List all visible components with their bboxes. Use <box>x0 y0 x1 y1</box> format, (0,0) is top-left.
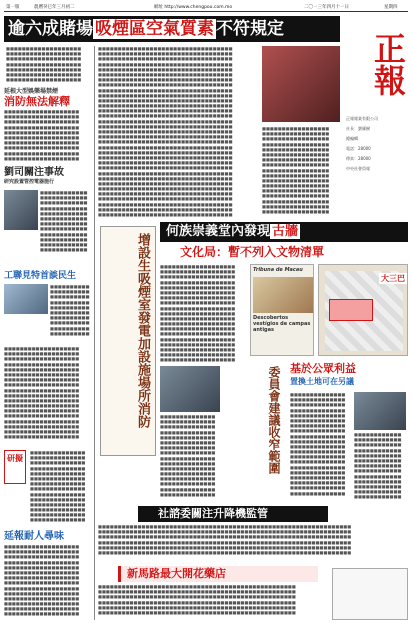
bottom-title: 新馬路最大開花藥店 <box>118 566 318 582</box>
hkt-subtitle: 文化局：暫不列入文物清單 <box>180 245 325 259</box>
lunar-date: 農曆癸巳年三月初二 <box>34 5 75 10</box>
tribuna-masthead: Tribuna de Macau <box>253 267 303 273</box>
work-title: 工聯見特首談民生 <box>4 271 77 281</box>
article-text-center-mid: ■■■■■■■■■■■■■■■■■■■ ■■■■■■■■■■■■■■■■■■■ ■■■■■■■■■■■■■■■■■■■ ■■■■■■■■■■■■■■■■■■■ ■■■■■■■■■■■■■■■■■■■ ■■■■■■■■■■■■■■■■■■■ ■■■■■■■■■■■■■■■■■■■ ■■■■■■■■■■■■■■■■■■■ ■■■■■■■■■■■■■■■■■■■ ■■■■■■■■■■■■■■■■■■■ ■■■■■■■■■■■■■■■■■■■ ■■■■■■■■■■■■■■■■■■■ ■■■■■■■■■■■■■■■■■■■ ■■■■■■■■■■■■■■■■■■■ ■■■■■■■■■■■■■■■■■■■ ■■■■■■■■■■■■■■■■■■■ ■■■■■■■■■■■■■■■■■■■ ■■■■■■■■■■■■■■■■■■■ ■■■■■■■■■■■■■■■■■■■ <box>160 264 236 363</box>
vertical-main-text: 增設生吸煙室發電加設施場所消防 <box>135 233 150 428</box>
hkt-title-bar <box>160 222 408 242</box>
police-sub: 研擬 <box>4 450 26 484</box>
issue-date: 二〇一三年四月十一日 <box>304 5 349 10</box>
hkt-title-a: 何族崇義堂內發現 <box>166 224 271 239</box>
masthead-logo: 正報 <box>369 32 407 96</box>
article-text-left-top: ■■■■■■■■■■■■■■■■■■■ ■■■■■■■■■■■■■■■■■■■ ■■■■■■■■■■■■■■■■■■■ ■■■■■■■■■■■■■■■■■■■ ■■■■■■■■■■■■■■■■■■■ ■■■■■■■■■■■■■■■■■■■ ■■■■■■■■■■■■■■■■■■■ <box>6 46 82 83</box>
casino-photo <box>262 46 340 122</box>
lau-photo <box>4 190 38 230</box>
article-text-center-top: ■■■■■■■■■■■■■■■■■■■■■■■■■■■■■■■■■■ ■■■■■■■■■■■■■■■■■■■■■■■■■■■■■■■■■■ ■■■■■■■■■■■■■■■■■■■■■■■■■■■■■■■■■■ ■■■■■■■■■■■■■■■■■■■■■■■■■■■■■■■■■■ ■■■■■■■■■■■■■■■■■■■■■■■■■■■■■■■■■■ ■■■■■■■■■■■■■■■■■■■■■■■■■■■■■■■■■■ ■■■■■■■■■■■■■■■■■■■■■■■■■■■■■■■■■■ ■■■■■■■■■■■■■■■■■■■■■■■■■■■■■■■■■■ ■■■■■■■■■■■■■■■■■■■■■■■■■■■■■■■■■■ ■■■■■■■■■■■■■■■■■■■■■■■■■■■■■■■■■■ ■■■■■■■■■■■■■■■■■■■■■■■■■■■■■■■■■■ ■■■■■■■■■■■■■■■■■■■■■■■■■■■■■■■■■■ ■■■■■■■■■■■■■■■■■■■■■■■■■■■■■■■■■■ ■■■■■■■■■■■■■■■■■■■■■■■■■■■■■■■■■■ ■■■■■■■■■■■■■■■■■■■■■■■■■■■■■■■■■■ ■■■■■■■■■■■■■■■■■■■■■■■■■■■■■■■■■■ ■■■■■■■■■■■■■■■■■■■■■■■■■■■■■■■■■■ ■■■■■■■■■■■■■■■■■■■■■■■■■■■■■■■■■■ ■■■■■■■■■■■■■■■■■■■■■■■■■■■■■■■■■■ ■■■■■■■■■■■■■■■■■■■■■■■■■■■■■■■■■■ ■■■■■■■■■■■■■■■■■■■■■■■■■■■■■■■■■■ ■■■■■■■■■■■■■■■■■■■■■■■■■■■■■■■■■■ ■■■■■■■■■■■■■■■■■■■■■■■■■■■■■■■■■■ ■■■■■■■■■■■■■■■■■■■■■■■■■■■■■■■■■■ ■■■■■■■■■■■■■■■■■■■■■■■■■■■■■■■■■■ ■■■■■■■■■■■■■■■■■■■■■■■■■■■■■■■■■■ ■■■■■■■■■■■■■■■■■■■■■■■■■■■■■■■■■■ ■■■■■■■■■■■■■■■■■■■■■■■■■■■■■■■■■■ ■■■■■■■■■■■■■■■■■■■■■■■■■■■■■■■■■■ ■■■■■■■■■■■■■■■■■■■■■■■■■■■■■■■■■■ ■■■■■■■■■■■■■■■■■■■■■■■■■■■■■■■■■■ ■■■■■■■■■■■■■■■■■■■■■■■■■■■■■■■■■■ ■■■■■■■■■■■■■■■■■■■■■■■■■■■■■■■■■■ <box>98 46 233 217</box>
lau-subtitle: 研究設置管控電器施行 <box>4 179 55 185</box>
tribuna-photo <box>253 277 313 313</box>
masthead-line-2: 社長：劉耀樹 <box>346 126 370 131</box>
vertical-committee-text: 委員會建議收窄範圍 <box>267 366 281 474</box>
column-divider <box>94 46 95 620</box>
smoking-lounge-title1: 延根大型娛樂場禁煙 <box>4 88 59 95</box>
social-title: 社諮委關注升降機監管 <box>138 506 328 522</box>
main-headline <box>4 16 340 42</box>
map-label-ruins: 大三巴 <box>381 274 405 283</box>
vertical-headline-strip <box>100 226 156 456</box>
masthead-line-6: 中央社會員報 <box>346 166 370 171</box>
hkt-title-b: 古牆 <box>272 224 299 239</box>
tribuna-clipping <box>250 264 314 356</box>
header <box>4 4 408 12</box>
masthead-line-3: 總編輯 <box>346 136 358 141</box>
bottom-ad-box <box>332 568 408 620</box>
public-subtitle: 置換土地可在另議 <box>290 377 354 386</box>
article-social: 社諮委關注升降機監管 ■■■■■■■■■■■■■■■■■■■■■■■■■■■■■■■■■■■■■■■■■■■■■■■■■■■■■■■■■■■■■■■■ ■■■■■■■■■■■■■■■■■■■■■■■■■■■■■■■■■■■■■■■■■■■■■■■■■■■■■■■■■■■■■■■■ ■■■■■■■■■■■■■■■■■■■■■■■■■■■■■■■■■■■■■■■■■■■■■■■■■■■■■■■■■■■■■■■■ ■■■■■■■■■■■■■■■■■■■■■■■■■■■■■■■■■■■■■■■■■■■■■■■■■■■■■■■■■■■■■■■■ ■■■■■■■■■■■■■■■■■■■■■■■■■■■■■■■■■■■■■■■■■■■■■■■■■■■■■■■■■■■■■■■■ ■■■■■■■■■■■■■■■■■■■■■■■■■■■■■■■■■■■■■■■■■■■■■■■■■■■■■■■■■■■■■■■■ <box>98 507 352 555</box>
headline-part1: 逾六成賭場 <box>8 19 93 39</box>
public-title: 基於公眾利益 <box>290 362 356 375</box>
work-photo <box>4 284 48 314</box>
lau-title: 劉司關注事故 <box>4 167 64 178</box>
article-work: 工聯見特首談民生 ■■■■■■■■■■ ■■■■■■■■■■ ■■■■■■■■■■ ■■■■■■■■■■ ■■■■■■■■■■ ■■■■■■■■■■ ■■■■■■■■■■ ■■■■■■■■■■ ■■■■■■■■■■ ■■■■■■■■■■ ■■■■■■■■■■■■■■■■■■■ ■■■■■■■■■■■■■■■■■■■ ■■■■■■■■■■■■■■■■■■■ ■■■■■■■■■■■■■■■■■■■ ■■■■■■■■■■■■■■■■■■■ ■■■■■■■■■■■■■■■■■■■ ■■■■■■■■■■■■■■■■■■■ ■■■■■■■■■■■■■■■■■■■ ■■■■■■■■■■■■■■■■■■■ ■■■■■■■■■■■■■■■■■■■ ■■■■■■■■■■■■■■■■■■■ ■■■■■■■■■■■■■■■■■■■ ■■■■■■■■■■■■■■■■■■■ ■■■■■■■■■■■■■■■■■■■ ■■■■■■■■■■■■■■■■■■■ ■■■■■■■■■■■■■■■■■■■ ■■■■■■■■■■■■■■■■■■■ ■■■■■■■■■■■■■■■■■■■ <box>4 270 92 446</box>
tribuna-desc: Descobertos vestígios de campas antigas <box>253 315 311 333</box>
public-photo <box>354 392 406 430</box>
committee-photo <box>160 366 220 412</box>
article-committee: 委員會建議收窄範圍 ■■■■■■■■■■■■■■ ■■■■■■■■■■■■■■ ■■■■■■■■■■■■■■ ■■■■■■■■■■■■■■ ■■■■■■■■■■■■■■ ■■■■■■■■■■■■■■ ■■■■■■■■■■■■■■ ■■■■■■■■■■■■■■ ■■■■■■■■■■■■■■ ■■■■■■■■■■■■■■ ■■■■■■■■■■■■■■ ■■■■■■■■■■■■■■ ■■■■■■■■■■■■■■ ■■■■■■■■■■■■■■ ■■■■■■■■■■■■■■ ■■■■■■■■■■■■■■ <box>160 366 286 500</box>
headline-part2: 吸煙區空氣質素 <box>95 19 214 39</box>
article-ho-kam-tong <box>160 222 408 262</box>
masthead-line-1: 正報報業有限公司 <box>346 116 378 121</box>
weekday: 星期四 <box>384 5 398 10</box>
article-public-interest: 基於公眾利益 置換土地可在另議 ■■■■■■■■■■■■■■ ■■■■■■■■■■■■■■ ■■■■■■■■■■■■■■ ■■■■■■■■■■■■■■ ■■■■■■■■■■■■■■ ■■■■■■■■■■■■■■ ■■■■■■■■■■■■■■ ■■■■■■■■■■■■■■ ■■■■■■■■■■■■■■ ■■■■■■■■■■■■■■ ■■■■■■■■■■■■■■ ■■■■■■■■■■■■■■ ■■■■■■■■■■■■■■ ■■■■■■■■■■■■■■ ■■■■■■■■■■■■■■ ■■■■■■■■■■■■■■ ■■■■■■■■■■■■■■ ■■■■■■■■■■■■■■ ■■■■■■■■■■■■■■ ■■■■■■■■■■■■■■ ■■■■■■■■■■■■ ■■■■■■■■■■■■ ■■■■■■■■■■■■ ■■■■■■■■■■■■ ■■■■■■■■■■■■ ■■■■■■■■■■■■ ■■■■■■■■■■■■ ■■■■■■■■■■■■ ■■■■■■■■■■■■ ■■■■■■■■■■■■ ■■■■■■■■■■■■ ■■■■■■■■■■■■ ■■■■■■■■■■■■ <box>290 362 408 502</box>
smoking-lounge-title2: 消防無法解釋 <box>4 95 70 108</box>
masthead-line-5: 傳真：28000 <box>346 156 371 161</box>
site-url[interactable]: 網址 http://www.chengpou.com.mo <box>154 5 233 10</box>
article-extension: 延報耐人尋味 ■■■■■■■■■■■■■■■■■■■ ■■■■■■■■■■■■■■■■■■■ ■■■■■■■■■■■■■■■■■■■ ■■■■■■■■■■■■■■■■■■■ ■■■■■■■■■■■■■■■■■■■ ■■■■■■■■■■■■■■■■■■■ ■■■■■■■■■■■■■■■■■■■ ■■■■■■■■■■■■■■■■■■■ ■■■■■■■■■■■■■■■■■■■ ■■■■■■■■■■■■■■■■■■■ ■■■■■■■■■■■■■■■■■■■ ■■■■■■■■■■■■■■■■■■■ ■■■■■■■■■■■■■■■■■■■ ■■■■■■■■■■■■■■■■■■■ <box>4 530 92 620</box>
extension-title: 延報耐人尋味 <box>4 531 64 542</box>
article-police: 研擬 ■■■■■■■■■■■■■■ ■■■■■■■■■■■■■■ ■■■■■■■■■■■■■■ ■■■■■■■■■■■■■■ ■■■■■■■■■■■■■■ ■■■■■■■■■■■■■■ ■■■■■■■■■■■■■■ ■■■■■■■■■■■■■■ ■■■■■■■■■■■■■■ ■■■■■■■■■■■■■■ ■■■■■■■■■■■■■■ ■■■■■■■■■■■■■■ ■■■■■■■■■■■■■■ ■■■■■■■■■■■■■■ <box>4 450 92 526</box>
page-number: 第一版 <box>6 5 20 10</box>
map-photo <box>318 264 408 356</box>
article-bottom: 新馬路最大開花藥店 ■■■■■■■■■■■■■■■■■■■■■■■■■■■■■■■■■■■■■■■■■■■■■■■■■■ ■■■■■■■■■■■■■■■■■■■■■■■■■■■■■■■■■■■■■■■■■■■■■■■■■■ ■■■■■■■■■■■■■■■■■■■■■■■■■■■■■■■■■■■■■■■■■■■■■■■■■■ ■■■■■■■■■■■■■■■■■■■■■■■■■■■■■■■■■■■■■■■■■■■■■■■■■■ ■■■■■■■■■■■■■■■■■■■■■■■■■■■■■■■■■■■■■■■■■■■■■■■■■■ ■■■■■■■■■■■■■■■■■■■■■■■■■■■■■■■■■■■■■■■■■■■■■■■■■■ <box>98 566 408 622</box>
masthead <box>342 14 408 200</box>
article-smoking-lounge: 延根大型娛樂場禁煙 消防無法解釋 ■■■■■■■■■■■■■■■■■■■ ■■■■■■■■■■■■■■■■■■■ ■■■■■■■■■■■■■■■■■■■ ■■■■■■■■■■■■■■■■■■■ ■■■■■■■■■■■■■■■■■■■ ■■■■■■■■■■■■■■■■■■■ ■■■■■■■■■■■■■■■■■■■ ■■■■■■■■■■■■■■■■■■■ ■■■■■■■■■■■■■■■■■■■ ■■■■■■■■■■■■■■■■■■■ <box>4 86 92 162</box>
article-lau: 劉司關注事故 研究設置管控電器施行 ■■■■■■■■■■■■ ■■■■■■■■■■■■ ■■■■■■■■■■■■ ■■■■■■■■■■■■ ■■■■■■■■■■■■ ■■■■■■■■■■■■ ■■■■■■■■■■■■ ■■■■■■■■■■■■ ■■■■■■■■■■■■ ■■■■■■■■■■■■ ■■■■■■■■■■■■ ■■■■■■■■■■■■ <box>4 166 92 266</box>
headline-part3: 不符規定 <box>216 19 284 39</box>
masthead-line-4: 電話：28000 <box>346 146 371 151</box>
article-text-right-top: ■■■■■■■■■■■■■■■■■ ■■■■■■■■■■■■■■■■■ ■■■■■■■■■■■■■■■■■ ■■■■■■■■■■■■■■■■■ ■■■■■■■■■■■■■■■■■ ■■■■■■■■■■■■■■■■■ ■■■■■■■■■■■■■■■■■ ■■■■■■■■■■■■■■■■■ ■■■■■■■■■■■■■■■■■ ■■■■■■■■■■■■■■■■■ ■■■■■■■■■■■■■■■■■ ■■■■■■■■■■■■■■■■■ ■■■■■■■■■■■■■■■■■ ■■■■■■■■■■■■■■■■■ ■■■■■■■■■■■■■■■■■ ■■■■■■■■■■■■■■■■■ ■■■■■■■■■■■■■■■■■ <box>262 126 330 214</box>
